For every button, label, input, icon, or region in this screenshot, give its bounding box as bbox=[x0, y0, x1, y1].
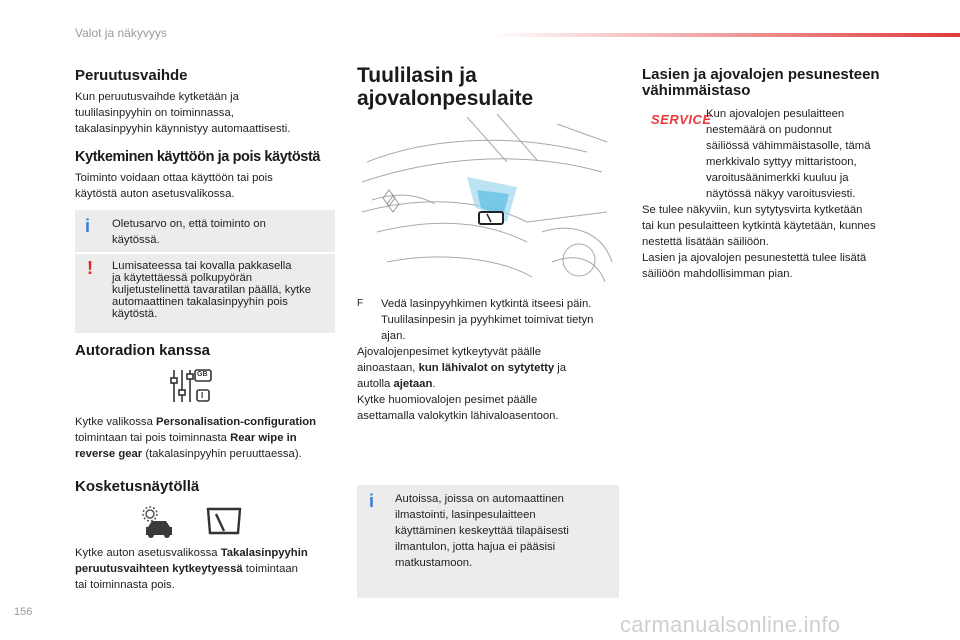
info-box bbox=[75, 210, 335, 252]
text-line: nestettä lisätään säiliöön. bbox=[642, 236, 769, 248]
text-line: näytössä näkyy varoitusviesti. bbox=[706, 188, 856, 200]
text-line: ja käytettäessä polkupyörän bbox=[112, 272, 253, 284]
washer-instruction bbox=[357, 296, 619, 344]
watermark: carmanualsonline.info bbox=[620, 612, 841, 637]
text-line: tai toiminnasta pois. bbox=[75, 579, 175, 591]
section-header: Valot ja näkyvyys bbox=[75, 26, 167, 40]
info-icon: i bbox=[369, 491, 375, 511]
text-line: ilmantulon, jotta hajua ei pääsisi bbox=[395, 541, 556, 553]
text-line: Oletusarvo on, että toiminto on bbox=[112, 218, 266, 230]
text-line: Kytke auton asetusvalikossa Takalasinpyyhin bbox=[75, 547, 308, 559]
text-line: nestemäärä on pudonnut bbox=[706, 124, 832, 136]
info-box-text bbox=[112, 216, 266, 248]
info-icon: i bbox=[85, 216, 91, 236]
text-line: automaattinen takalasinpyyhin pois bbox=[112, 296, 288, 308]
fluid-level-title: Lasien ja ajovalojen pesunesteen vähimmäistaso bbox=[642, 66, 880, 99]
text-line: Kun peruutusvaihde kytketään ja bbox=[75, 91, 239, 103]
enable-title: Kytkeminen käyttöön ja pois käytöstä bbox=[75, 149, 321, 165]
car-front-illustration bbox=[357, 112, 619, 287]
text-line: säiliössä vähimmäistasolle, tämä bbox=[706, 140, 871, 152]
washer-title: Tuulilasin ja ajovalonpesulaite bbox=[357, 64, 534, 110]
text-line: Kytke huomiovalojen pesimet päälle bbox=[357, 394, 538, 406]
text-line: Tuulilasinpesin ja pyyhkimet toimivat tietyn bbox=[381, 314, 594, 326]
language-badge-bottom: I bbox=[201, 391, 204, 400]
reverse-gear-text bbox=[75, 89, 290, 137]
text-line: toimintaan tai pois toiminnasta Rear wipe in bbox=[75, 432, 297, 444]
text-line: säiliöön mahdollisimman pian. bbox=[642, 268, 793, 280]
warning-icon: ! bbox=[87, 258, 93, 278]
enable-text bbox=[75, 170, 273, 202]
text-line: käytöstä auton asetusvalikossa. bbox=[75, 188, 235, 200]
text-line: merkkivalo syttyy mittaristoon, bbox=[706, 156, 857, 168]
info-box-text bbox=[395, 491, 569, 571]
text-line: käytöstä. bbox=[112, 308, 158, 320]
arrow-bullet-icon: F bbox=[357, 298, 364, 309]
reverse-gear-title: Peruutusvaihde bbox=[75, 67, 188, 84]
car-settings-icon bbox=[140, 505, 176, 539]
radio-text bbox=[75, 414, 316, 462]
text-line: asettamalla valokytkin lähivaloasentoon. bbox=[357, 410, 559, 422]
text-line: käyttäminen keskeyttää tilapäisesti bbox=[395, 525, 569, 537]
touchscreen-text bbox=[75, 545, 308, 593]
rear-wiper-icon bbox=[206, 506, 242, 536]
text-line: matkustamoon. bbox=[395, 557, 473, 569]
text-line: reverse gear (takalasinpyyhin peruuttaessa). bbox=[75, 448, 302, 460]
text-line: Toiminto voidaan ottaa käyttöön tai pois bbox=[75, 172, 273, 184]
touchscreen-title: Kosketusnäytöllä bbox=[75, 478, 200, 495]
fluid-level-text bbox=[642, 202, 876, 282]
text-line: Ajovalojenpesimet kytkeytyvät päälle bbox=[357, 346, 541, 358]
language-badge-top: GB bbox=[197, 371, 208, 378]
settings-sliders-icon bbox=[168, 368, 214, 404]
fluid-level-indented-text bbox=[706, 106, 871, 202]
text-line: ilmastointi, lasinpesulaitteen bbox=[395, 509, 536, 521]
headlamp-washer-text bbox=[357, 344, 566, 424]
text-line: takalasinpyyhin käynnistyy automaattisesti. bbox=[75, 123, 291, 135]
text-line: käytössä. bbox=[112, 234, 160, 246]
text-line: Kun ajovalojen pesulaitteen bbox=[706, 108, 845, 120]
radio-title: Autoradion kanssa bbox=[75, 342, 211, 359]
bullet-row bbox=[357, 296, 619, 344]
text-line: Vedä lasinpyyhkimen kytkintä itseesi päin. bbox=[381, 298, 592, 310]
page-number: 156 bbox=[14, 606, 33, 618]
service-warning-icon: SERVICE bbox=[651, 112, 712, 127]
header-accent-bar bbox=[490, 33, 960, 37]
text-line: autolla ajetaan. bbox=[357, 378, 436, 390]
text-line: ainoastaan, kun lähivalot on sytytetty ja bbox=[357, 362, 567, 374]
text-line: ajan. bbox=[381, 330, 406, 342]
text-line: varoitusäänimerkki kuuluu ja bbox=[706, 172, 849, 184]
text-line: tuulilasinpyyhin on toiminnassa, bbox=[75, 107, 234, 119]
text-line: Se tulee näkyviin, kun sytytysvirta kytketään bbox=[642, 204, 863, 216]
warning-box-text bbox=[112, 260, 311, 320]
text-line: Lasien ja ajovalojen pesunestettä tulee lisätä bbox=[642, 252, 867, 264]
info-box bbox=[357, 485, 619, 598]
text-line: kuljetustelinettä tavaratilan päällä, kytke bbox=[112, 284, 312, 296]
text-line: tai kun pesulaitteen kytkintä käytetään, kunnes bbox=[642, 220, 876, 232]
text-line: Kytke valikossa Personalisation-configuration bbox=[75, 416, 317, 428]
warning-box bbox=[75, 254, 335, 333]
text-line: Autoissa, joissa on automaattinen bbox=[395, 493, 564, 505]
text-line: peruutusvaihteen kytkeytyessä toimintaan bbox=[75, 563, 298, 575]
text-line: Lumisateessa tai kovalla pakkasella bbox=[112, 260, 292, 272]
